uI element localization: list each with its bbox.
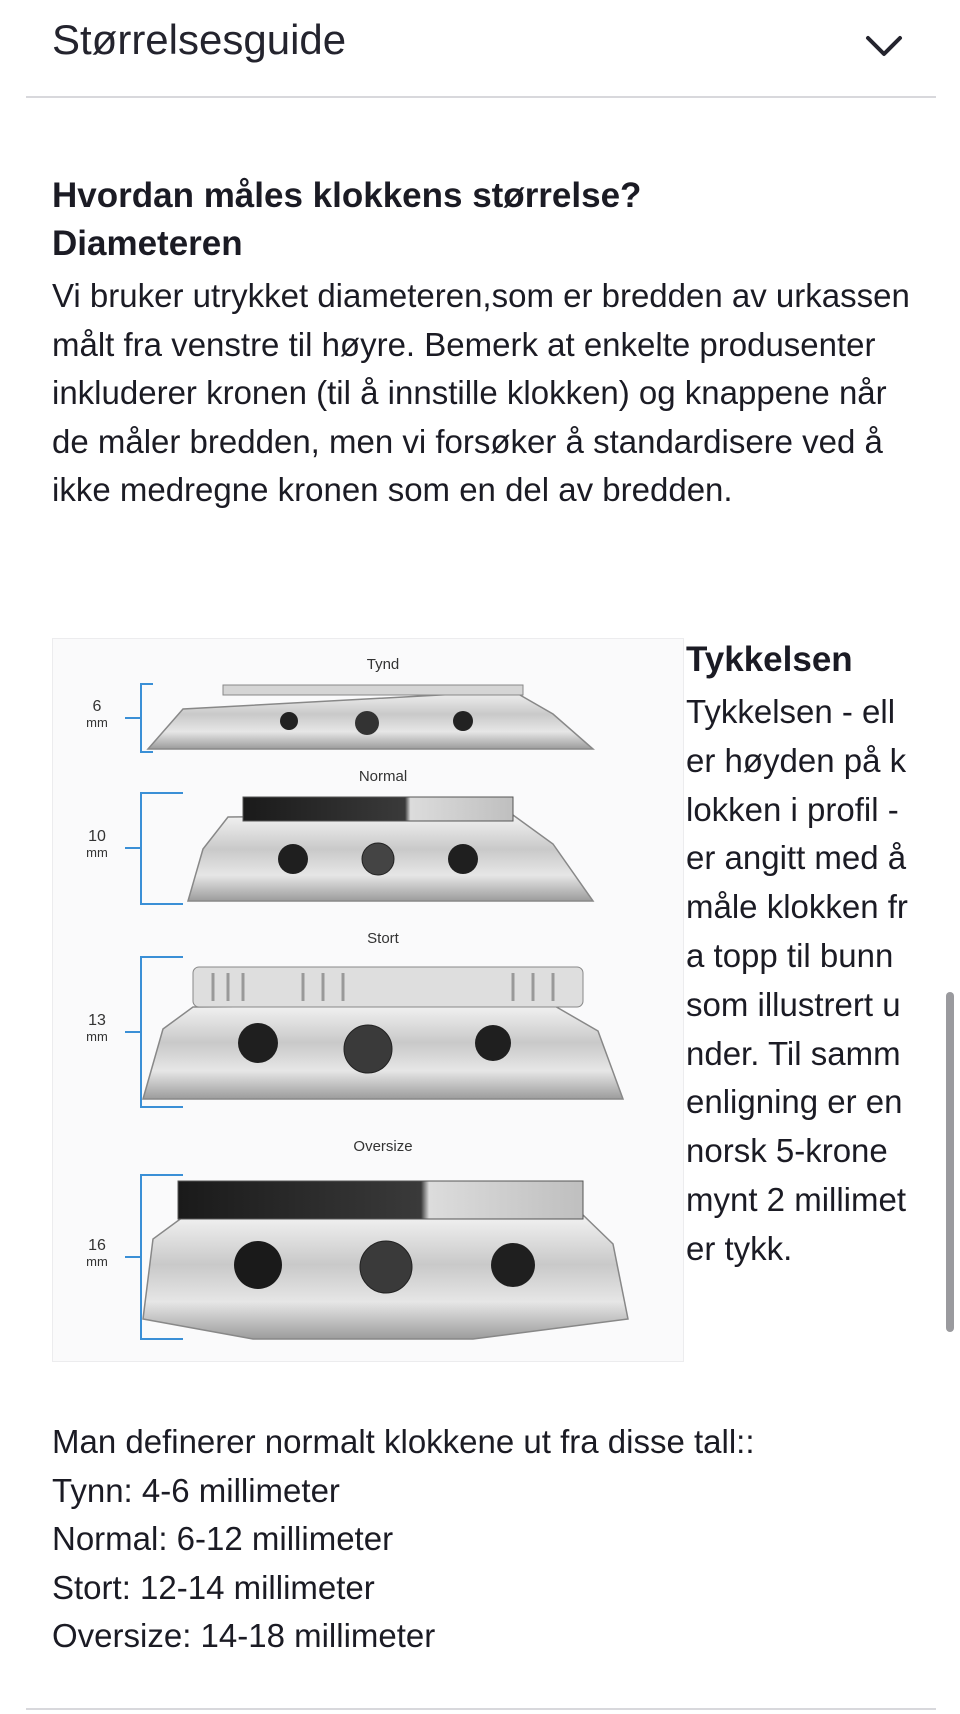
definition-item: Normal: 6-12 millimeter (52, 1520, 394, 1558)
diameter-text: Vi bruker utrykket diameteren,som er bredden av urkassen målt fra venstre til høyre. Bemerk at enkelte produsenter inkluderer kronen (til å innstille klokken) og knappene når de måler bredden, men vi forsøker å standardisere ved å ikke medregne kronen som en del av bredden. (52, 277, 910, 509)
diameter-heading: Diameteren (52, 224, 243, 263)
section-divider (26, 1708, 936, 1710)
figure-unit-oversize: mm (86, 1254, 108, 1269)
figure-value-thin: 6 (92, 698, 102, 715)
figure-row-large (86, 930, 623, 1107)
figure-value-oversize: 16 (88, 1237, 106, 1254)
figure-row-oversize (86, 1138, 628, 1339)
chevron-down-icon[interactable] (860, 22, 908, 70)
figure-unit-thin: mm (86, 715, 108, 730)
thickness-definitions (52, 1418, 912, 1661)
figure-row-normal (86, 768, 593, 904)
figure-value-large: 13 (88, 1012, 106, 1029)
watch-thickness-illustration (52, 638, 684, 1362)
thickness-text: Tykkelsen - eller høyden på klokken i profil - er angitt med å måle klokken fra topp til bunn som illustrert under. Til sammenligning er en norsk 5-krone mynt 2 millimeter tykk. (686, 693, 908, 1267)
size-guide-accordion-header[interactable] (26, 0, 936, 98)
figure-value-normal: 10 (88, 828, 106, 845)
main-heading: Hvordan måles klokkens størrelse? (52, 176, 642, 215)
figure-unit-normal: mm (86, 845, 108, 860)
definition-item: Oversize: 14-18 millimeter (52, 1617, 436, 1655)
figure-unit-large: mm (86, 1029, 108, 1044)
figure-label-large: Stort (367, 930, 399, 947)
figure-label-thin: Tynd (366, 656, 400, 673)
figure-row-thin (86, 656, 593, 752)
scrollbar[interactable] (946, 992, 954, 1332)
definitions-intro: Man definerer normalt klokkene ut fra disse tall:: (52, 1423, 755, 1460)
definition-item: Tynn: 4-6 millimeter (52, 1471, 340, 1509)
figure-label-oversize: Oversize (353, 1138, 413, 1155)
accordion-title: Størrelsesguide (52, 16, 347, 63)
thickness-heading: Tykkelsen (686, 640, 853, 679)
definition-item: Stort: 12-14 millimeter (52, 1568, 375, 1606)
figure-label-normal: Normal (358, 768, 408, 785)
